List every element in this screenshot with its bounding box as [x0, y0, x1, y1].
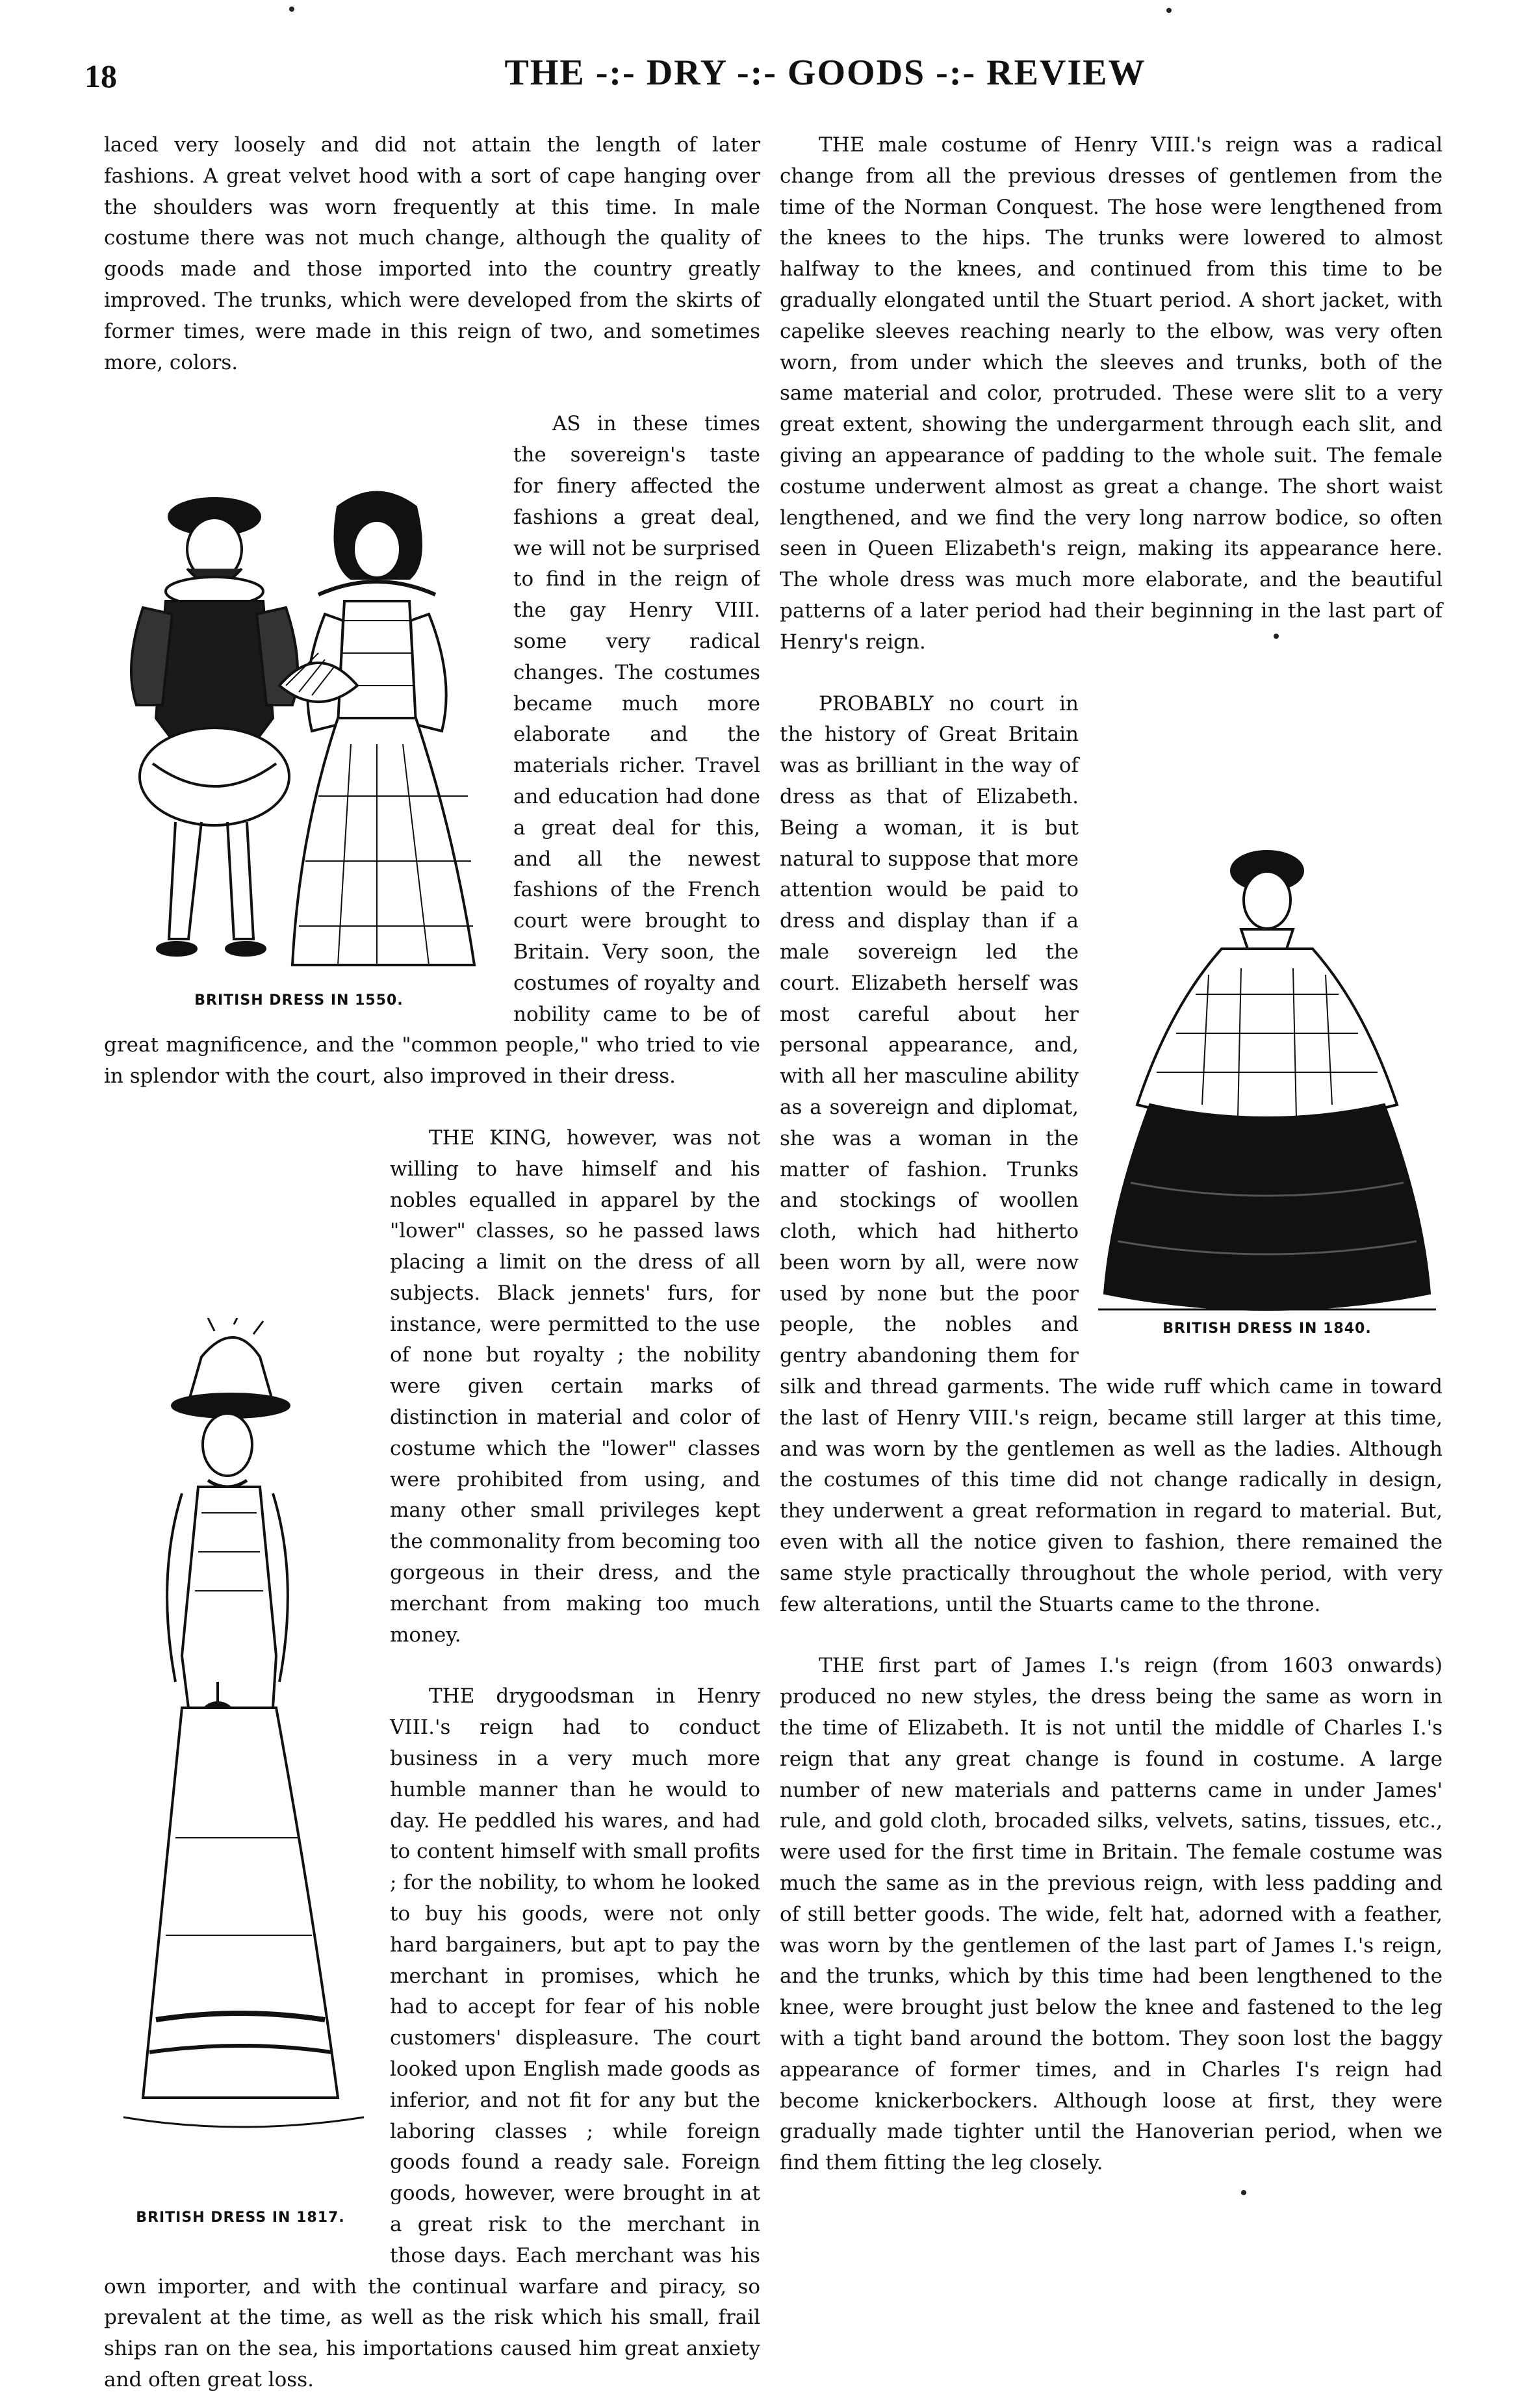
section-henry-viii-intro [104, 409, 760, 1092]
paragraph-laced-loosely: laced very loosely and did not attain the length of later fashions. A great velvet hood with a sort of cape hanging over the shoulders was worn frequently at this time. In male costume there was not much change, although the quality of goods made and those imported into the country greatly improved. The trunks, which were developed from the skirts of former times, were made in this reign of two, and sometimes more, colors. [104, 133, 760, 374]
caption-1550: BRITISH DRESS IN 1550. [194, 992, 404, 1009]
scan-speck [1241, 2190, 1246, 2195]
paragraph-james-i: THE first part of James I.'s reign (from 1603 onwards) produced no new styles, the dress being the same as worn in the time of Elizabeth. It is not until the middle of Charles I.'s reign that any great change is found in costume. A large number of new materials and patterns came in under James' rule, and gold cloth, brocaded silks, velvets, satins, tissues, etc., were used for the first time in Britain. The female costume was much the same as in the previous reign, with less padding and of still better goods. The wide, felt hat, adorned with a feather, was worn by the gentlemen of the last part of James I.'s reign, and the trunks, which by this time had been lengthened to the knee, were brought just below the knee and fastened to the leg with a tight band around the bottom. They soon lost the baggy appearance of former times, and in Charles I's reign had become knickerbockers. Although loose at first, they were gradually made tighter until the Hanoverian period, when we find them fitting the leg closely. [780, 1654, 1443, 2175]
paragraph-drygoodsman: THE drygoodsman in Henry VIII.'s reign had to conduct business in a very much more humble manner than he would to day. He peddled his wares, and had to content himself with small profits ; for the nobility, to whom he looked to buy his goods, were not only hard bargainers, but apt to pay the merchant in promises, which he had to accept for fear of his noble customers' displeasure. The court looked upon English made goods as inferior, and not fit for any but the laboring classes ; while foreign goods found a ready sale. Foreign goods, however, were brought in at a great risk to the merchant in those days. Each merchant was his own importer, and with the continual warfare and piracy, so prevalent at the time, as well as the risk which his small, frail ships ran on the sea, his importations caused him great anxiety and often great loss. [104, 1684, 760, 2391]
page-header [84, 52, 1482, 104]
right-column [780, 130, 1443, 2179]
paragraph-the-king: THE KING, however, was not willing to have himself and his nobles equalled in apparel by the "lower" classes, so he passed laws placing a limit on the dress of all subjects. Black jennets' furs, for instance, were permitted to the use of none but royalty ; the nobility were given certain marks of distinction in material and color of costume which the "lower" classes were prohibited from using, and many other small privileges kept the commonality from becoming too gorgeous in their dress, and the merchant from making too much money. [390, 1126, 760, 1647]
lady-1817-illustration [104, 1318, 377, 2208]
section-the-king [104, 1123, 760, 2396]
scan-speck [1166, 8, 1172, 13]
caption-1840: BRITISH DRESS IN 1840. [1162, 1320, 1372, 1337]
scan-speck [289, 6, 294, 12]
scan-speck [1274, 634, 1279, 639]
lady-1840-illustration [1092, 845, 1443, 1319]
paragraph-male-costume: THE male costume of Henry VIII.'s reign was a radical change from all the previous dresses of gentlemen from the time of the Norman Conquest. The hose were lengthened from the knees to the hips. The trunks were lowered to almost halfway to the knees, and continued from this time to be gradually elongated until the Stuart period. A short jacket, with capelike sleeves reaching nearly to the elbow, was very often worn, from under which the sleeves and trunks, both of the same material and color, protruded. These were slit to a very great extent, showing the undergarment through each slit, and giving an appearance of padding to the whole suit. The female costume underwent almost as great a change. The short waist lengthened, and we find the very long narrow bodice, so often seen in Queen Elizabeth's reign, making its appearance here. The whole dress was much more elaborate, and the beautiful patterns of a later period had their beginning in the last part of Henry's reign. [780, 133, 1443, 654]
page-number: 18 [84, 58, 117, 94]
left-column [104, 130, 760, 2396]
paragraph-sovereign-taste: AS in these times the sovereign's taste for finery affected the fashions a great deal, we will not be surprised to find in the reign of the gay Henry VIII. some very radical changes. The costumes became much more elaborate and the materials richer. Travel and education had done a great deal for this, and all the newest fashions of the French court were brought to Britain. Very soon, the costumes of royalty and nobility came to be of great magnificence, and the "common people," who tried to vie in splendor with the court, also improved in their dress. [104, 412, 760, 1089]
paragraph-elizabeth-court: PROBABLY no court in the history of Great Britain was as brilliant in the way of dress as that of Elizabeth. Being a woman, it is but natural to suppose that more attention would be paid to dress and display than if a male sovereign led the court. Elizabeth herself was most careful about her personal appearance, and, with all her masculine ability as a sovereign and diplomat, she was a woman in the matter of fashion. Trunks and stockings of woollen cloth, which had hitherto been worn by all, were now used by none but the poor people, the nobles and gentry abandoning them for silk and thread garments. The wide ruff which came in toward the last of Henry VIII.'s reign, became still larger at this time, and was worn by the gentlemen as well as the ladies. Although the costumes of this time did not change radically in design, they underwent a great reformation in regard to material. But, even with all the notice given to fashion, there remained the same style practically throughout the whole period, with very few alterations, until the Stuarts came to the throne. [780, 691, 1443, 1616]
caption-1817: BRITISH DRESS IN 1817. [136, 2209, 345, 2226]
figure-british-dress-1550 [104, 471, 494, 1024]
figure-british-dress-1840 [1092, 845, 1443, 1352]
couple-illustration [104, 471, 494, 991]
masthead-title: THE -:- DRY -:- GOODS -:- REVIEW [504, 53, 1146, 93]
section-elizabeth [780, 689, 1443, 1621]
figure-british-dress-1817 [104, 1318, 377, 2241]
